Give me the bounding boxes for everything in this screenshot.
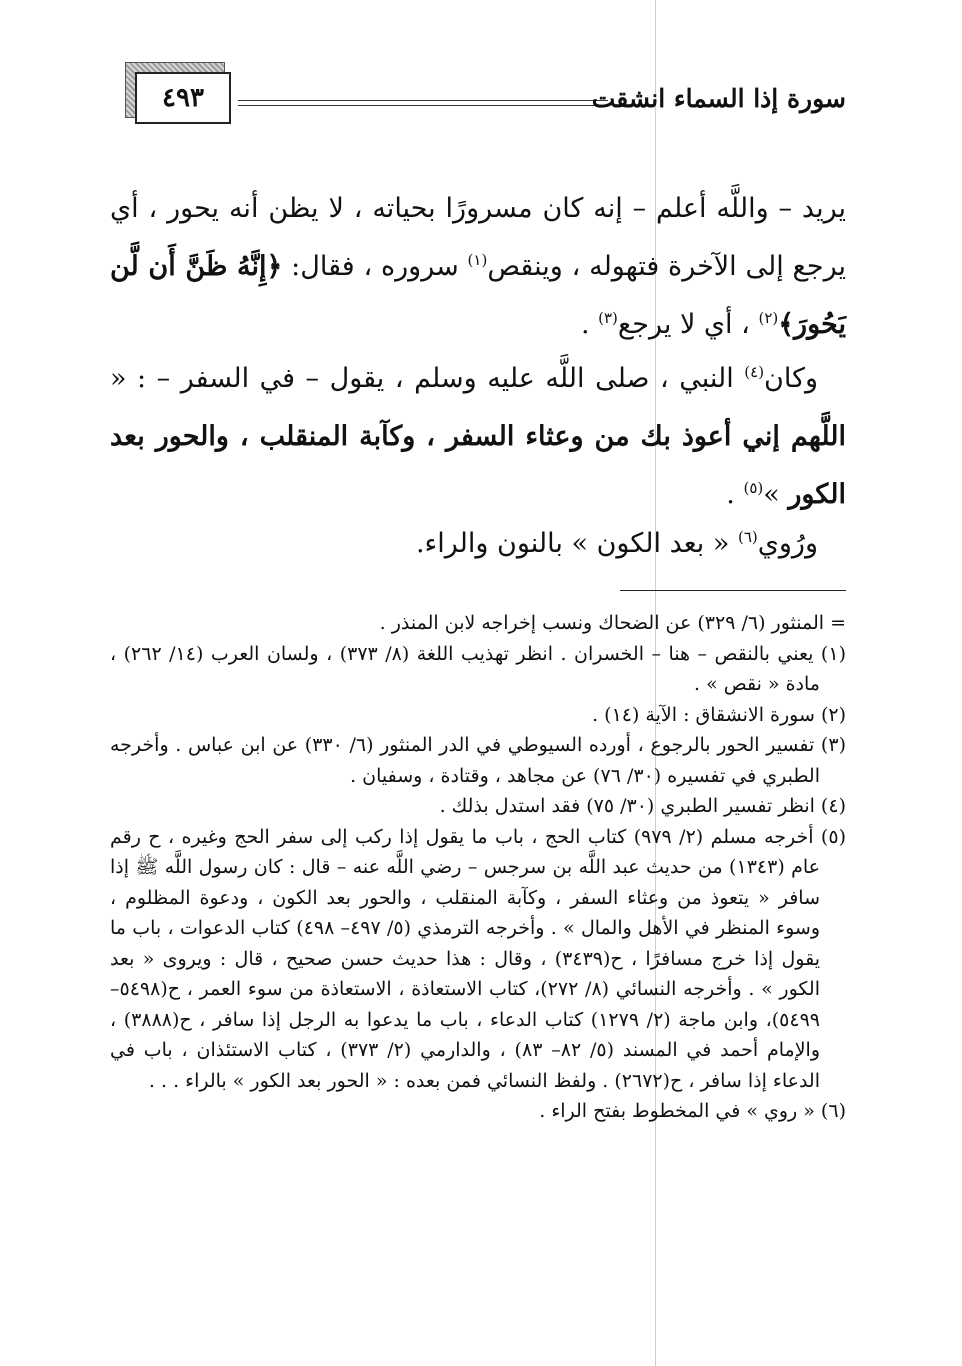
para1-text-d: . xyxy=(580,309,599,340)
footnote-ref-5[interactable]: (٥) xyxy=(743,479,764,497)
footnote-ref-2[interactable]: (٢) xyxy=(758,309,779,327)
footnote-1: (١) يعني بالنقص – هنا – الخسران . انظر تهذيب اللغة (٨/ ٣٧٣) ، ولسان العرب (١٤/ ٢٦٢) ، مادة « نقص » . xyxy=(110,642,846,695)
footnote-ref-3[interactable]: (٣) xyxy=(598,309,618,327)
footnote-6: (٦) « روي » في المخطوط بفتح الراء . xyxy=(539,1100,846,1122)
footnote-4: (٤) انظر تفسير الطبري (٣٠/ ٧٥) فقد استدل بذلك . xyxy=(439,795,846,817)
page-number: ٤٩٣ xyxy=(135,72,231,124)
para2-text-a: وكان xyxy=(764,363,818,394)
para2-text-c: » xyxy=(763,479,789,510)
footnote-separator xyxy=(620,590,846,591)
main-paragraph-2 xyxy=(110,350,846,524)
main-paragraph-1 xyxy=(110,180,846,354)
footnote-continuation: = المنثور (٦/ ٣٢٩) عن الضحاك ونسب إخراجه لابن المنذر . xyxy=(379,612,846,634)
para1-text-b: سروره ، فقال: xyxy=(282,251,468,282)
header-rule xyxy=(238,100,608,106)
para2-text-d: . xyxy=(726,479,744,510)
footnote-5: (٥) أخرجه مسلم (٢/ ٩٧٩) كتاب الحج ، باب ما يقول إذا ركب إلى سفر الحج وغيره ، ح رقم عام (١٣٤٣) من حديث عبد اللَّه بن سرجس – رضي اللَّه عنه – قال : كان رسول اللَّه ﷺ إذا سافر « يتعوذ من وعثاء السفر ، وكآبة المنقلب ، والحور بعد الكون ، ودعوة المظلوم ، وسوء المنظر في الأهل والمال » . وأخرجه الترمذي (٥/ ٤٩٧– ٤٩٨) كتاب الدعوات ، باب ما يقول إذا خرج مسافرًا ، ح(٣٤٣٩) ، وقال : هذا حديث حسن صحيح ، قال : ويروى « بعد الكور » . وأخرجه النسائي (٨/ ٢٧٢)، كتاب الاستعاذة ، الاستعاذة من سوء العمر ، ح(٥٤٩٨– ٥٤٩٩)، وابن ماجة (٢/ ١٢٧٩) كتاب الدعاء ، باب ما يدعوا به الرجل إذا سافر ، ح(٣٨٨٨) ، والإمام أحمد في المسند (٥/ ٨٢– ٨٣) ، والدارمي (٢/ ٣٧٣) ، كتاب الاستئذان ، باب في الدعاء إذا سافر ، ح(٢٦٧٢) . ولفظ النسائي فمن بعده : « الحور بعد الكور » بالراء . . . xyxy=(110,825,846,1092)
main-paragraph-3 xyxy=(110,516,846,572)
page-number-box xyxy=(125,62,233,126)
para2-text-b: النبي ، صلى اللَّه عليه وسلم ، يقول – في السفر – : « xyxy=(110,363,745,394)
footnote-ref-1[interactable]: (١) xyxy=(467,251,488,269)
para3-text-a: ورُوي xyxy=(757,528,818,559)
para1-text-a: يريد – واللَّه أعلم – إنه كان مسرورًا بحياته ، لا يظن أنه يحور ، أي يرجع إلى الآخرة فتهوله ، وينقص xyxy=(110,193,847,282)
footnotes-section xyxy=(110,608,846,1127)
hadith-text: اللَّهم إني أعوذ بك من وعثاء السفر ، وكآبة المنقلب ، والحور بعد الكور xyxy=(110,421,846,510)
footnote-3: (٣) تفسير الحور بالرجوع ، أورده السيوطي في الدر المنثور (٦/ ٣٣٠) عن ابن عباس . وأخرجه الطبري في تفسيره (٣٠/ ٧٦) عن مجاهد ، وقتادة ، وسفيان . xyxy=(110,734,846,787)
para3-text-b: « بعد الكون » بالنون والراء. xyxy=(415,528,738,559)
running-title: سورة إذا السماء انشقت xyxy=(591,84,846,113)
quran-verse: ﴿إِنَّهُ ظَنَّ أَن لَّن يَحُورَ﴾ xyxy=(110,251,846,340)
footnote-ref-4[interactable]: (٤) xyxy=(744,363,765,381)
footnote-2: (٢) سورة الانشقاق : الآية (١٤) . xyxy=(592,703,846,726)
footnote-ref-6[interactable]: (٦) xyxy=(737,528,758,546)
para1-text-c: ، أي لا يرجع xyxy=(617,309,759,340)
